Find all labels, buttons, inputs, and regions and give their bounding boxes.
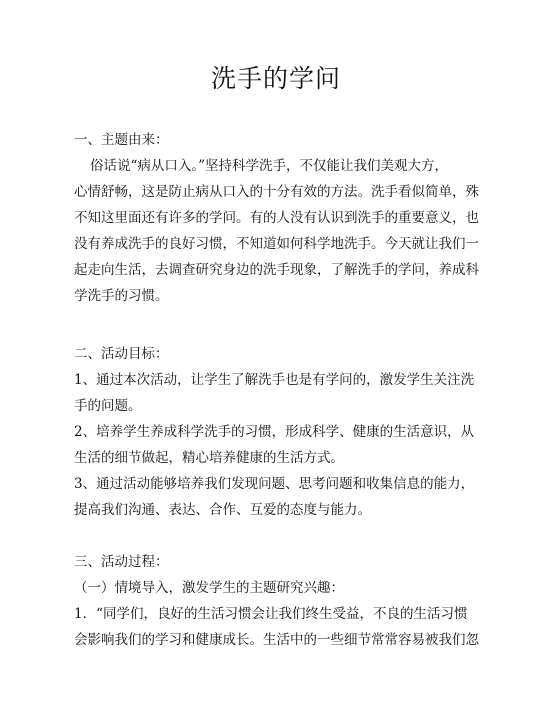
paragraph-line: 学洗手的习惯。 (74, 288, 169, 304)
paragraph-line: 2、培养学生养成科学洗手的习惯，形成科学、健康的生活意识，从 (74, 424, 475, 440)
paragraph-line: 起走向生活，去调查研究身边的洗手现象，了解洗手的学问，养成科 (74, 262, 479, 278)
document-title: 洗手的学问 (210, 64, 341, 93)
section-heading-origin: 一、主题由来： (74, 132, 169, 148)
section-heading-process: 三、活动过程： (74, 554, 169, 570)
paragraph-line: 不知这里面还有许多的学问。有的人没有认识到洗手的重要意义，也 (74, 210, 479, 226)
paragraph-line: 提高我们沟通、表达、合作、互爱的态度与能力。 (74, 502, 371, 518)
paragraph-line: 1、通过本次活动，让学生了解洗手也是有学问的，激发学生关注洗 (74, 372, 475, 388)
subsection-heading: （一）情境导入，激发学生的主题研究兴趣： (74, 580, 344, 596)
paragraph-line: 1．“同学们，良好的生活习惯会让我们终生受益，不良的生活习惯 (74, 606, 468, 622)
paragraph-line: 手的问题。 (74, 398, 142, 414)
paragraph-line: 生活的细节做起，精心培养健康的生活方式。 (74, 450, 344, 466)
paragraph-line: 3、通过活动能够培养我们发现问题、思考问题和收集信息的能力， (74, 476, 475, 492)
paragraph-line: 会影响我们的学习和健康成长。生活中的一些细节常常容易被我们忽 (74, 632, 479, 648)
paragraph-line: 心情舒畅，这是防止病从口入的十分有效的方法。洗手看似简单，殊 (74, 184, 479, 200)
paragraph-line: 俗话说“病从口入。”坚持科学洗手，不仅能让我们美观大方， (90, 158, 449, 174)
paragraph-line: 没有养成洗手的良好习惯，不知道如何科学地洗手。今天就让我们一 (74, 236, 479, 252)
section-heading-goals: 二、活动目标： (74, 346, 169, 362)
